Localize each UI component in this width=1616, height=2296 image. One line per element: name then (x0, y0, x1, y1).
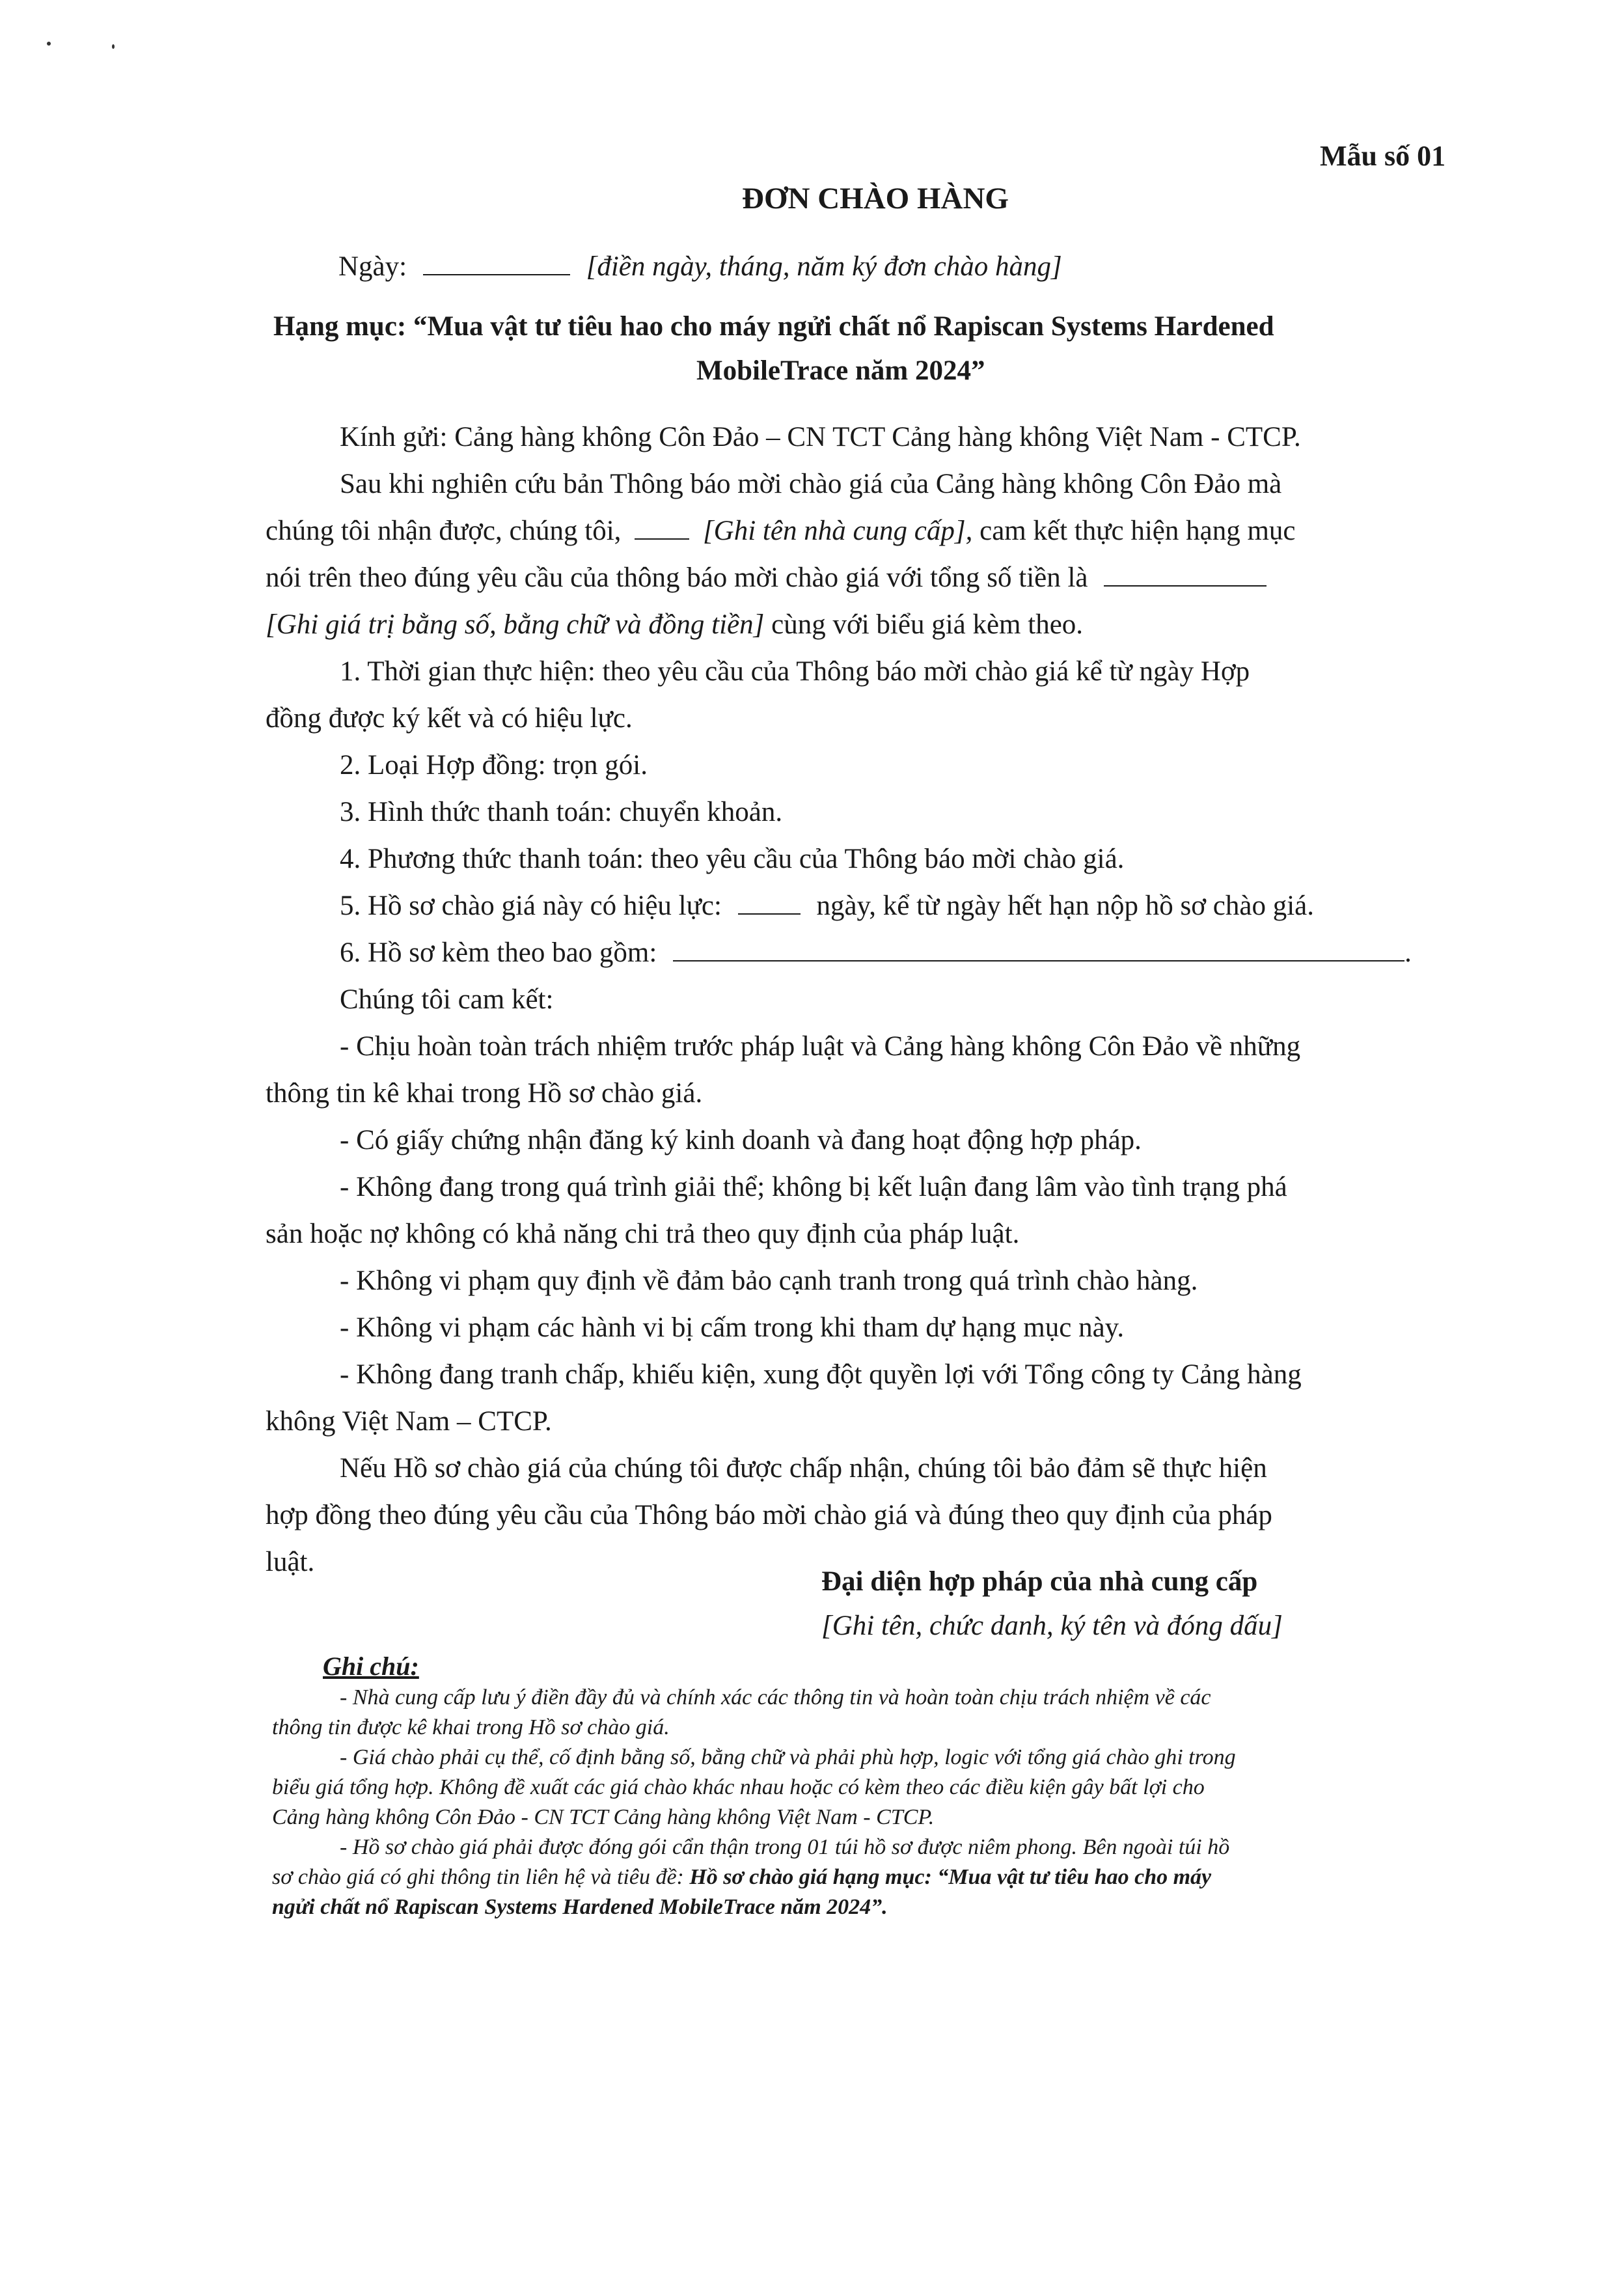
attachments-blank[interactable] (673, 937, 1404, 961)
subject-line-1 (273, 303, 1274, 350)
note-2-line-2: biểu giá tổng hợp. Không đề xuất các giá chào khác nhau hoặc có kèm theo các điều kiện gây bất lợi cho (272, 1775, 1205, 1799)
intro-text: cùng với biểu giá kèm theo. (771, 609, 1084, 640)
subject-line-2: MobileTrace năm 2024” (696, 355, 985, 386)
item-5-text: ngày, kể từ ngày hết hạn nộp hồ sơ chào giá. (816, 891, 1314, 921)
document-title: ĐƠN CHÀO HÀNG (742, 182, 1009, 215)
date-hint: [điền ngày, tháng, năm ký đơn chào hàng] (586, 251, 1062, 282)
note-1-line-1: - Nhà cung cấp lưu ý điền đầy đủ và chính xác các thông tin và hoàn toàn chịu trách nhiệm về các (340, 1685, 1211, 1709)
date-line (338, 243, 1062, 290)
item-2: 2. Loại Hợp đồng: trọn gói. (340, 750, 648, 781)
commit-heading: Chúng tôi cam kết: (340, 984, 554, 1015)
item-1-line-2: đồng được ký kết và có hiệu lực. (266, 703, 633, 734)
total-amount-blank[interactable] (1104, 562, 1267, 587)
item-5 (340, 883, 1314, 930)
recipient: Kính gửi: Cảng hàng không Côn Đảo – CN TCT Cảng hàng không Việt Nam - CTCP. (340, 422, 1301, 452)
supplier-name-blank[interactable] (635, 515, 689, 540)
commit-3-line-2: sản hoặc nợ không có khả năng chi trả theo quy định của pháp luật. (266, 1219, 1020, 1249)
commit-1-line-1: - Chịu hoàn toàn trách nhiệm trước pháp luật và Cảng hàng không Côn Đảo về những (340, 1031, 1301, 1062)
notes-heading: Ghi chú: (323, 1652, 419, 1681)
intro-line-1: Sau khi nghiên cứu bản Thông báo mời chào giá của Cảng hàng không Côn Đảo mà (340, 469, 1282, 499)
item-6-text: 6. Hồ sơ kèm theo bao gồm: (340, 937, 657, 968)
date-blank[interactable] (423, 251, 570, 275)
supplier-name-hint: [Ghi tên nhà cung cấp], (702, 516, 973, 546)
commit-5: - Không vi phạm các hành vi bị cấm trong khi tham dự hạng mục này. (340, 1312, 1125, 1343)
note-1-line-2: thông tin được kê khai trong Hồ sơ chào giá. (272, 1715, 670, 1739)
commit-3-line-1: - Không đang trong quá trình giải thể; không bị kết luận đang lâm vào tình trạng phá (340, 1172, 1287, 1202)
scan-speck (112, 44, 115, 49)
item-5-text: 5. Hồ sơ chào giá này có hiệu lực: (340, 891, 722, 921)
signature-hint: [Ghi tên, chức danh, ký tên và đóng dấu] (821, 1611, 1283, 1641)
item-4: 4. Phương thức thanh toán: theo yêu cầu của Thông báo mời chào giá. (340, 844, 1125, 874)
amount-hint: [Ghi giá trị bằng số, bằng chữ và đồng tiền] (266, 609, 765, 640)
intro-text: cam kết thực hiện hạng mục (979, 516, 1296, 546)
item-6 (340, 930, 1412, 976)
note-3-plain: sơ chào giá có ghi thông tin liên hệ và tiêu đề: (272, 1865, 684, 1889)
commit-4: - Không vi phạm quy định về đảm bảo cạnh tranh trong quá trình chào hàng. (340, 1266, 1198, 1296)
intro-line-3 (266, 555, 1267, 602)
note-2-line-3: Cảng hàng không Côn Đảo - CN TCT Cảng hàng không Việt Nam - CTCP. (272, 1805, 935, 1829)
commit-6-line-2: không Việt Nam – CTCP. (266, 1406, 552, 1437)
subject-label: Hạng mục: (273, 311, 407, 342)
note-3-line-3: ngửi chất nổ Rapiscan Systems Hardened MobileTrace năm 2024”. (272, 1895, 888, 1919)
validity-days-blank[interactable] (738, 890, 801, 915)
scan-speck (47, 42, 51, 46)
intro-text: chúng tôi nhận được, chúng tôi, (266, 516, 622, 546)
item-1-line-1: 1. Thời gian thực hiện: theo yêu cầu của Thông báo mời chào giá kể từ ngày Hợp (340, 656, 1250, 687)
note-3-bold: Hồ sơ chào giá hạng mục: “Mua vật tư tiêu hao cho máy (689, 1865, 1212, 1889)
commit-6-line-1: - Không đang tranh chấp, khiếu kiện, xung đột quyền lợi với Tổng công ty Cảng hàng (340, 1359, 1302, 1390)
item-3: 3. Hình thức thanh toán: chuyển khoản. (340, 797, 783, 827)
final-line-1: Nếu Hồ sơ chào giá của chúng tôi được chấp nhận, chúng tôi bảo đảm sẽ thực hiện (340, 1453, 1267, 1484)
commit-2: - Có giấy chứng nhận đăng ký kinh doanh và đang hoạt động hợp pháp. (340, 1125, 1142, 1155)
intro-text: nói trên theo đúng yêu cầu của thông báo mời chào giá với tổng số tiền là (266, 562, 1088, 593)
note-3-line-1: - Hồ sơ chào giá phải được đóng gói cẩn thận trong 01 túi hồ sơ được niêm phong. Bên ngoài túi hồ (340, 1835, 1230, 1859)
note-2-line-1: - Giá chào phải cụ thể, cố định bằng số, bằng chữ và phải phù hợp, logic với tổng giá chào ghi trong (340, 1745, 1236, 1769)
form-number: Mẫu số 01 (1320, 140, 1446, 172)
signature-title: Đại diện hợp pháp của nhà cung cấp (821, 1566, 1258, 1597)
date-label: Ngày: (338, 251, 407, 282)
note-3-line-2 (272, 1862, 1211, 1893)
intro-line-4 (266, 602, 1083, 648)
item-6-end: . (1404, 937, 1412, 968)
final-line-2: hợp đồng theo đúng yêu cầu của Thông báo mời chào giá và đúng theo quy định của pháp (266, 1500, 1272, 1530)
final-line-3: luật. (266, 1547, 315, 1577)
subject-text-1: “Mua vật tư tiêu hao cho máy ngửi chất nổ Rapiscan Systems Hardened (413, 311, 1274, 342)
commit-1-line-2: thông tin kê khai trong Hồ sơ chào giá. (266, 1078, 703, 1109)
intro-line-2 (266, 508, 1296, 555)
